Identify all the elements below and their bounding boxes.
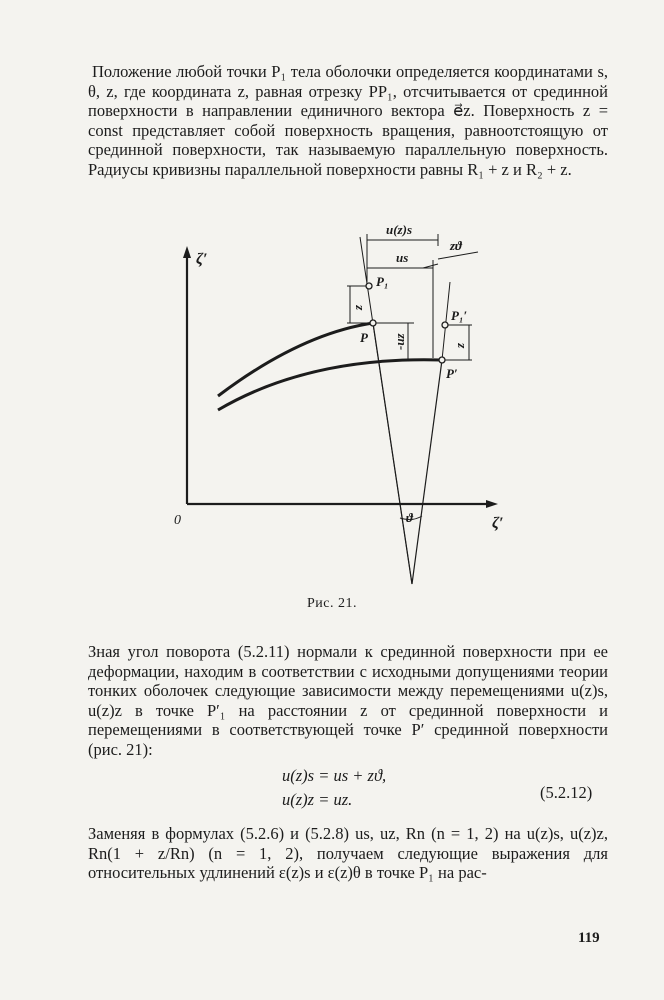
point-P bbox=[370, 320, 376, 326]
x-axis-arrow bbox=[486, 500, 498, 508]
paragraph-2: Зная угол поворота (5.2.11) нормали к срединной поверхности при ее деформации, находим в соответствии с исходными допущениями теории тонких оболочек следующие зависимости между перемещениями u(z)s, u(z)z в точке P′₁ на расстоянии z от срединной поверхности и перемещениями в соответствующей точке P′ срединной поверхности (рис. 21): bbox=[88, 642, 608, 759]
middle-surface-curve bbox=[218, 323, 373, 396]
formula-line-2: u(z)z = uz. bbox=[282, 790, 353, 809]
point-P1 bbox=[366, 283, 372, 289]
label-uz: -uz bbox=[392, 333, 407, 350]
label-P: P bbox=[360, 330, 368, 345]
label-origin: 0 bbox=[174, 513, 181, 528]
label-z-left: z bbox=[350, 304, 365, 310]
point-P-prime bbox=[439, 357, 445, 363]
label-axis-x: ζ′ bbox=[492, 515, 504, 532]
deformed-surface-curve bbox=[218, 360, 442, 410]
label-ztheta: zϑ bbox=[450, 238, 462, 253]
label-P-prime: P′ bbox=[446, 366, 458, 381]
label-us: us bbox=[396, 250, 409, 265]
label-theta: ϑ bbox=[406, 510, 413, 525]
equation-number: (5.2.12) bbox=[540, 783, 593, 802]
label-P1: P₁ bbox=[376, 274, 389, 289]
formula-5-2-12 bbox=[282, 764, 522, 812]
figure-caption: Рис. 21. bbox=[307, 596, 357, 611]
label-us-z: u(z)s bbox=[386, 222, 413, 237]
formula-line-1: u(z)s = us + zϑ, bbox=[282, 766, 387, 785]
point-P1-prime bbox=[442, 322, 448, 328]
label-z-right: z bbox=[452, 342, 467, 348]
paragraph-1: Положение любой точки P₁ тела оболочки определяется координатами s, θ, z, где координата z, равная отрезку PP₁, отсчитывается от срединной поверхности в направлении единичного вектора e⃗z. Поверхность z = const представляет собой поверхность вращения, равноотстоящую от срединной поверхности, так называемую параллельную поверхность. Радиусы кривизны параллельной поверхности равны R₁ + z и R₂ + z. bbox=[88, 62, 608, 179]
normal-extension-2 bbox=[442, 282, 450, 360]
page-number: 119 bbox=[578, 930, 600, 946]
figure-21 bbox=[160, 222, 520, 602]
normal-line-2 bbox=[412, 360, 442, 584]
label-P1-prime: P₁′ bbox=[451, 308, 468, 323]
label-axis-y: ζ′ bbox=[196, 251, 208, 268]
paragraph-3: Заменяя в формулах (5.2.6) и (5.2.8) us, uz, Rn (n = 1, 2) на u(z)s, u(z)z, Rn(1 + z/Rn) (n = 1, 2), получаем следующие выражения для относительных удлинений ε(z)s и ε(z)θ в точке P₁ на рас- bbox=[88, 824, 608, 883]
y-axis-arrow bbox=[183, 246, 191, 258]
